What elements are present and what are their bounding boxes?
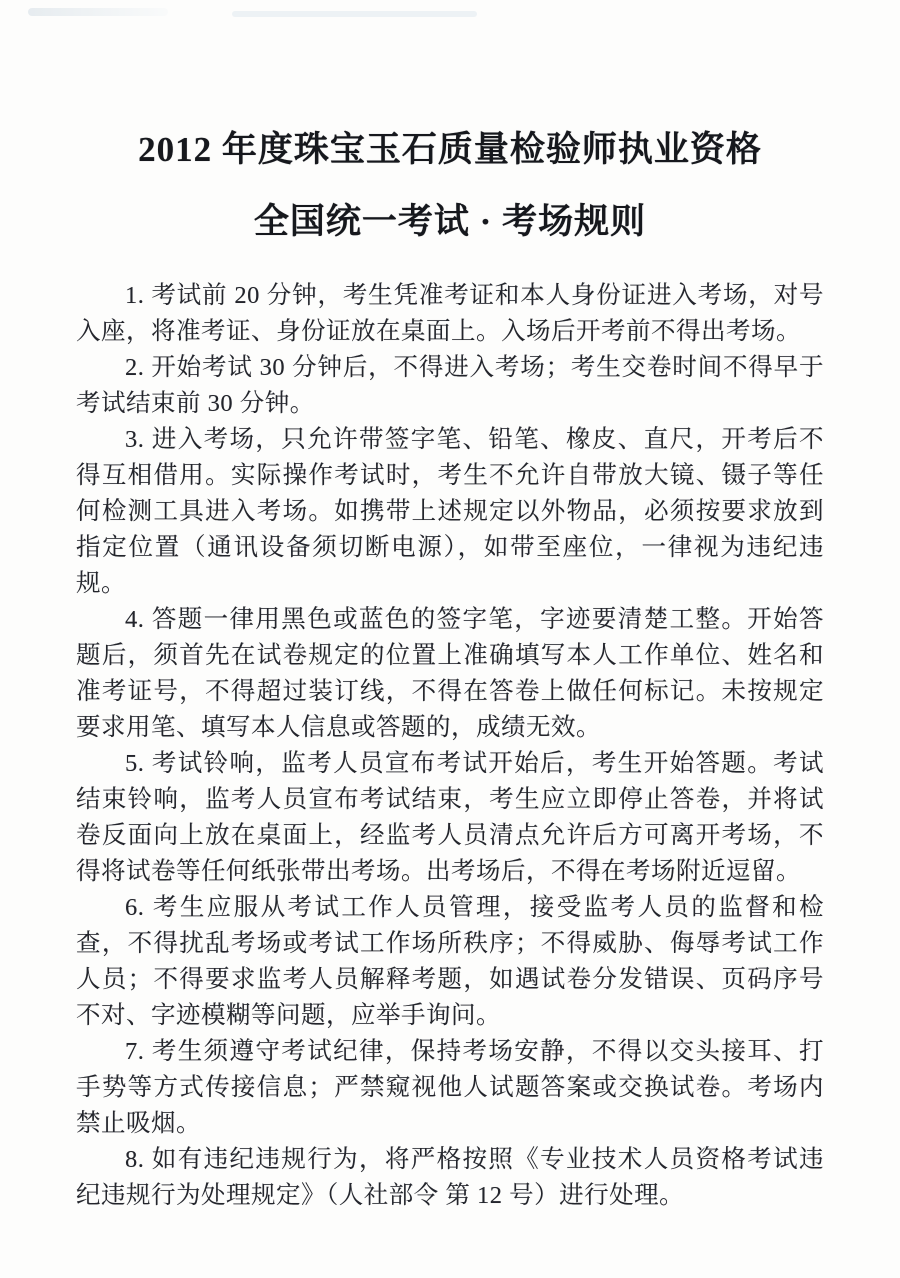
rule-paragraph-3: 3. 进入考场，只允许带签字笔、铅笔、橡皮、直尺，开考后不得互相借用。实际操作考试时，考生不允许自带放大镜、镊子等任何检测工具进入考场。如携带上述规定以外物品，必须按要求放到指定位置（通讯设备须切断电源），如带至座位，一律视为违纪违规。 [76, 426, 824, 597]
document-title-line-2: 全国统一考试 · 考场规则 [253, 202, 647, 241]
rule-paragraph-6: 6. 考生应服从考试工作人员管理，接受监考人员的监督和检查，不得扰乱考场或考试工作场所秩序；不得威胁、侮辱考试工作人员；不得要求监考人员解释考题，如遇试卷分发错误、页码序号不对、字迹模糊等问题，应举手询问。 [76, 894, 824, 1029]
rule-paragraph-1: 1. 考试前 20 分钟，考生凭准考证和本人身份证进入考场，对号入座，将准考证、身份证放在桌面上。入场后开考前不得出考场。 [76, 282, 824, 345]
rule-paragraph-4: 4. 答题一律用黑色或蓝色的签字笔，字迹要清楚工整。开始答题后，须首先在试卷规定的位置上准确填写本人工作单位、姓名和准考证号，不得超过装订线，不得在答卷上做任何标记。未按规定要求用笔、填写本人信息或答题的，成绩无效。 [76, 606, 824, 741]
rule-paragraph-2: 2. 开始考试 30 分钟后，不得进入考场；考生交卷时间不得早于考试结束前 30 分钟。 [76, 354, 824, 417]
scan-artifact-streak [28, 8, 168, 16]
exam-rules-body [76, 278, 824, 1214]
rule-paragraph-5: 5. 考试铃响，监考人员宣布考试开始后，考生开始答题。考试结束铃响，监考人员宣布考试结束，考生应立即停止答卷，并将试卷反面向上放在桌面上，经监考人员清点允许后方可离开考场，不得将试卷等任何纸张带出考场。出考场后，不得在考场附近逗留。 [76, 750, 824, 885]
rule-paragraph-8: 8. 如有违纪违规行为，将严格按照《专业技术人员资格考试违纪违规行为处理规定》（人社部令 第 12 号）进行处理。 [76, 1146, 824, 1209]
rule-paragraph-7: 7. 考生须遵守考试纪律，保持考场安静，不得以交头接耳、打手势等方式传接信息；严禁窥视他人试题答案或交换试卷。考场内禁止吸烟。 [76, 1038, 824, 1137]
document-title-line-1: 2012 年度珠宝玉石质量检验师执业资格 [138, 130, 762, 169]
scan-artifact-streak [232, 11, 477, 17]
